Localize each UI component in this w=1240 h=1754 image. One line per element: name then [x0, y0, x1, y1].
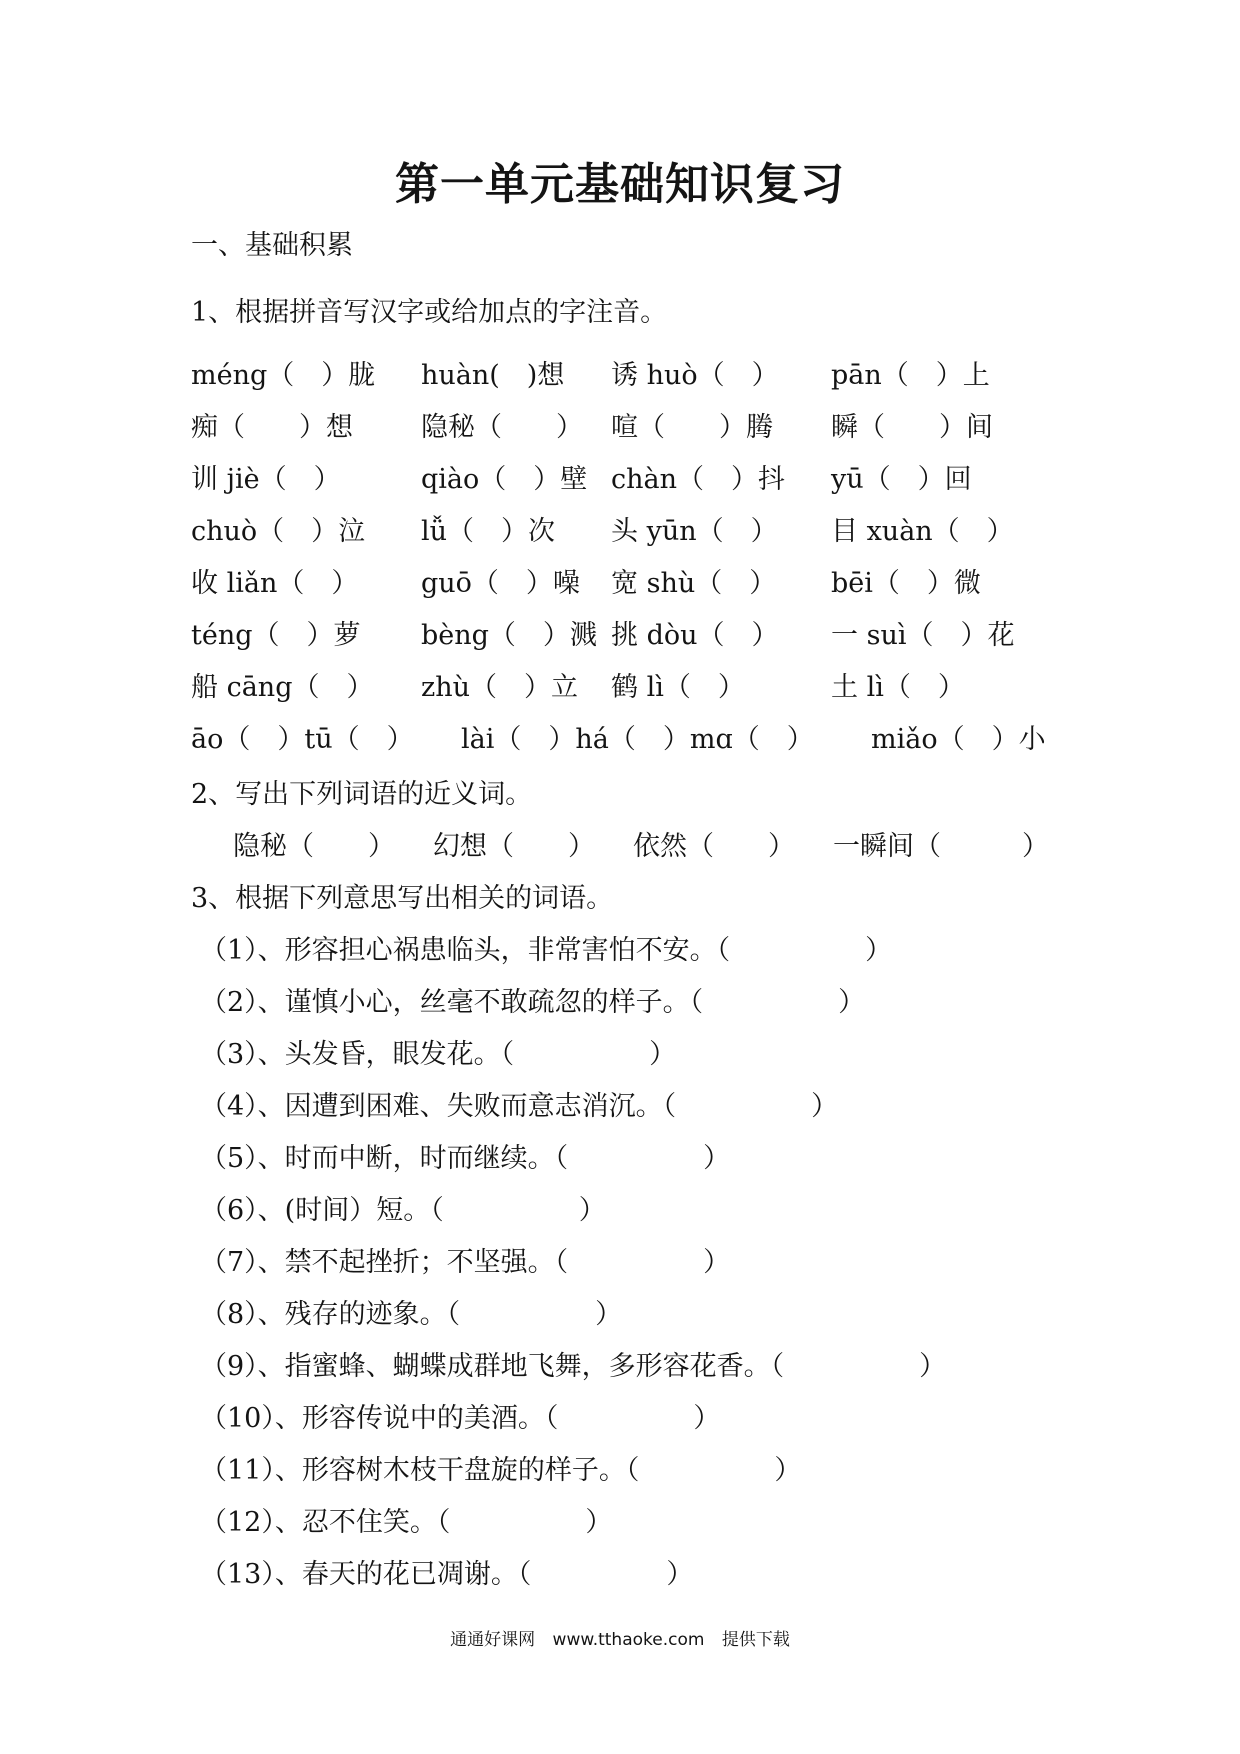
- pinyin-item: huàn( )想: [421, 360, 565, 391]
- definition-item: （7）、禁不起挫折；不坚强。（ ）: [200, 1247, 731, 1278]
- pinyin-item: 鹤 lì（ ）: [611, 672, 745, 703]
- pinyin-item: bèng（ ）溅: [421, 620, 597, 651]
- pinyin-item: 土 lì（ ）: [831, 672, 965, 703]
- definition-item: （2）、谨慎小心，丝毫不敢疏忽的样子。（ ）: [200, 987, 866, 1018]
- definition-item: （3）、头发昏，眼发花。（ ）: [200, 1039, 677, 1070]
- pinyin-item: pān（ ）上: [831, 360, 990, 391]
- pinyin-item: qiào（ ）壁: [421, 464, 588, 495]
- synonym-item: 依然（ ）: [633, 831, 795, 862]
- pinyin-item: 训 jiè（ ）: [191, 464, 341, 495]
- pinyin-row: [191, 358, 1061, 394]
- definition-item: （6）、(时间）短。（ ）: [200, 1195, 606, 1226]
- question-1-prompt: 1、根据拼音写汉字或给加点的字注音。: [191, 297, 668, 328]
- page-title: 第一单元基础知识复习: [395, 159, 845, 210]
- pinyin-row: [191, 670, 1061, 706]
- pinyin-row: [191, 514, 1061, 550]
- synonym-item: 幻想（ ）: [433, 831, 595, 862]
- synonym-item: 一瞬间（ ）: [833, 831, 1049, 862]
- definition-item: （9）、指蜜蜂、蝴蝶成群地飞舞，多形容花香。（ ）: [200, 1351, 947, 1382]
- pinyin-item: 痴（ ）想: [191, 412, 353, 443]
- definition-item: （11）、形容树木枝干盘旋的样子。（ ）: [200, 1455, 802, 1486]
- question-2-prompt: 2、写出下列词语的近义词。: [191, 779, 533, 810]
- footer-suffix: 提供下载: [721, 1630, 790, 1650]
- question-3-prompt: 3、根据下列意思写出相关的词语。: [191, 883, 614, 914]
- pinyin-item: yū（ ）回: [831, 464, 972, 495]
- definition-item: （8）、残存的迹象。（ ）: [200, 1299, 623, 1330]
- definition-item: （12）、忍不住笑。（ ）: [200, 1507, 613, 1538]
- footer-url: www.tthaoke.com: [552, 1630, 705, 1650]
- pinyin-item: 目 xuàn（ ）: [831, 516, 1014, 547]
- definition-item: （1）、形容担心祸患临头，非常害怕不安。（ ）: [200, 935, 893, 966]
- footer-site-name: 通通好课网: [450, 1630, 536, 1650]
- pinyin-item: 隐秘（ ）: [421, 412, 583, 443]
- pinyin-item: 挑 dòu（ ）: [611, 620, 779, 651]
- page-footer: [0, 1625, 1240, 1650]
- pinyin-item: 一 suì（ ）花: [831, 620, 1015, 651]
- pinyin-item: guō（ ）噪: [421, 568, 580, 599]
- synonym-row: [191, 829, 1061, 865]
- pinyin-item: bēi（ ）微: [831, 568, 981, 599]
- pinyin-item: 宽 shù（ ）: [611, 568, 777, 599]
- pinyin-item: 船 cāng（ ）: [191, 672, 374, 703]
- pinyin-item: 头 yūn（ ）: [611, 516, 778, 547]
- definition-item: （4）、因遭到困难、失败而意志消沉。（ ）: [200, 1091, 839, 1122]
- pinyin-item: zhù（ ）立: [421, 672, 579, 703]
- pinyin-row: [191, 410, 1061, 446]
- pinyin-item: 收 liǎn（ ）: [191, 568, 359, 599]
- pinyin-item: 诱 huò（ ）: [611, 360, 779, 391]
- pinyin-item: lài（ ）há（ ）mɑ（ ）: [461, 724, 814, 755]
- pinyin-item: āo（ ）tū（ ）: [191, 724, 414, 755]
- definition-item: （5）、时而中断，时而继续。（ ）: [200, 1143, 731, 1174]
- synonym-item: 隐秘（ ）: [233, 831, 395, 862]
- pinyin-item: téng（ ）萝: [191, 620, 361, 651]
- pinyin-row: [191, 722, 1061, 758]
- pinyin-item: méng（ ）胧: [191, 360, 376, 391]
- definition-item: （13）、春天的花已凋谢。（ ）: [200, 1559, 694, 1590]
- pinyin-row: [191, 618, 1061, 654]
- pinyin-item: 瞬（ ）间: [831, 412, 993, 443]
- pinyin-row: [191, 566, 1061, 602]
- definition-item: （10）、形容传说中的美酒。（ ）: [200, 1403, 721, 1434]
- pinyin-item: lǚ（ ）次: [421, 516, 556, 547]
- section-heading: 一、基础积累: [191, 230, 353, 261]
- pinyin-item: 喧（ ）腾: [611, 412, 773, 443]
- pinyin-item: miǎo（ ）小: [871, 724, 1046, 755]
- pinyin-item: chuò（ ）泣: [191, 516, 366, 547]
- pinyin-item: chàn（ ）抖: [611, 464, 785, 495]
- pinyin-row: [191, 462, 1061, 498]
